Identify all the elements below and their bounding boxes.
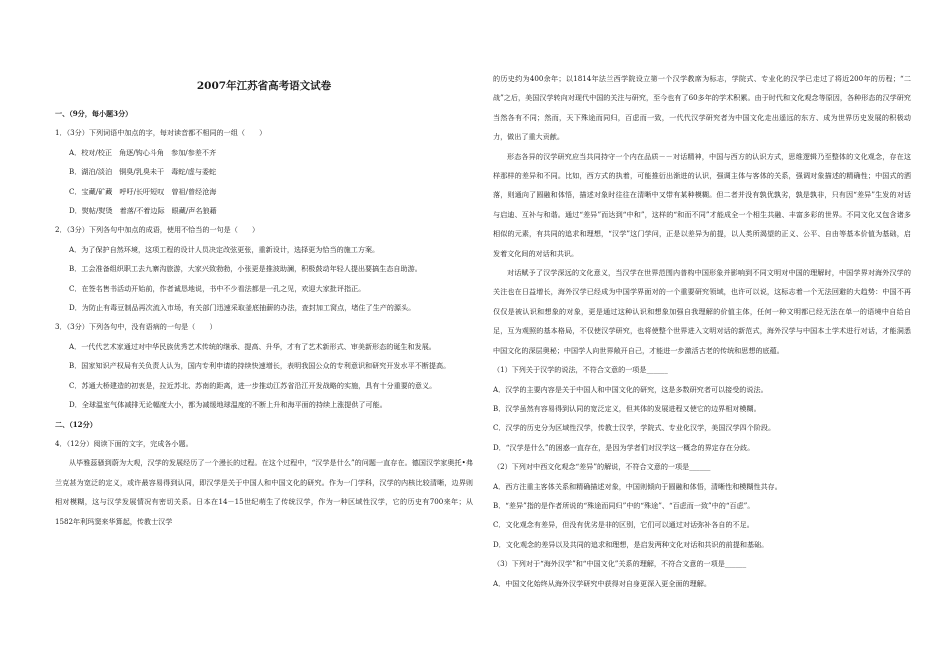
question-1-option-d: D．熨帖/熨烫 着落/不着边际 眼藏/声名狼藉 (69, 206, 217, 216)
exam-title: 2007年江苏省高考语文试卷 (196, 80, 332, 92)
subquestion-3-stem: （3）下列对于“海外汉学”和“中国文化”关系的理解，不符合文意的一项是______ (493, 559, 747, 569)
passage-paragraph-1-start: 从毕雅蕊骚到蔚为大观，汉学的发展经历了一个漫长的过程。在这个过程中，“汉学是什么”的问题一直存在。德国汉学家奥托•弗兰克甚为宽泛的定义，或许最容易得到认同，即汉学是关于中国人和中国文化的研究。作为一门学科，汉学的内核比较清晰，边界则相对模糊，这与汉学发展情况有密切关系。日本在14－15世纪萌生了传统汉学，作为一种区域性汉学，它的历史有700来年；从1582年利玛窦来华算起，传教士汉学 (55, 458, 473, 526)
question-2-option-c: C．在签名售书活动开始前，作者诚恳地说，书中不少看法都是一孔之见，欢迎大家批评指正。 (69, 283, 366, 293)
subquestion-1-stem: （1）下列关于汉学的说法，不符合文意的一项是______ (493, 365, 668, 375)
subquestion-1-option-a: A．汉学的主要内容是关于中国人和中国文化的研究，这是多数研究者可以接受的说法。 (493, 384, 768, 394)
passage-paragraph-1-cont: 的历史约为400余年；以1814年法兰西学院设立第一个汉学教席为标志，学院式、专业化的汉学已走过了将近200年的历程；“二战”之后，美国汉学转向对现代中国的关注与研究，至今也有了60多年的学术积累。由于时代和文化观念等原因，各种形态的汉学研究当然各有不同；然而，天下殊途而同归，百虑而一致，一代代汉学研究者为中国文化走出遥远的东方、成为世界历史发展的积极动力，做出了重大贡献。 (493, 74, 911, 142)
question-4-stem: 4．（12分）阅读下面的文字，完成各小题。 (55, 438, 193, 448)
passage-paragraph-3: 对话赋予了汉学深远的文化意义，当汉学在世界范围内普构中国形象并影响到不同文明对中国的理解时，中国学界对海外汉学的关注也在日益增长，海外汉学已经成为中国学界面对的一个重要研究领域，也许可以说，这标志着一个无法回避的大趋势：中国不再仅仅是被认识和想象的对象，更是通过这种认识和想象加强自我理解的价值主体，任何一种文明都已经无法在单一的语境中自给自足，互为观照的基本格局，不仅使汉学研究，也将使整个世界进入文明对话的新范式，海外汉学与中国本土学术进行对话，才能洞悉中国文化的深层奥秘；中国学人向世界敞开自己，才能进一步激活古老的传统和思想的底蕴。 (493, 268, 911, 355)
question-1-option-a: A．校对/校正 角逐/钩心斗角 参加/参差不齐 (69, 147, 217, 157)
subquestion-3-option-a: A．中国文化始终从海外汉学研究中获得对自身更深入更全面的理解。 (493, 578, 711, 588)
subquestion-2-option-b: B．“差异”指的是作者所说的“殊途而同归”中的“殊途”、“百虑而一致”中的“百虑”。 (493, 500, 755, 510)
section-1-heading: 一、（9分，每小题3分） (55, 109, 133, 118)
question-2-option-b: B．工会准备组织职工去九寨沟旅游，大家兴致勃勃，小张更是推波助澜，积极鼓动年轻人提出要搞生态自助游。 (69, 264, 422, 274)
section-2-heading: 二、（12分） (55, 419, 97, 429)
subquestion-1-option-b: B．汉学虽然有容易得到认同的宽泛定义，但其体的发展进程又使它的边界相对模糊。 (493, 403, 761, 413)
right-column (493, 0, 911, 671)
subquestion-2-stem: （2）下列对中西文化观念“差异”的解说，不符合文意的一项是______ (493, 462, 711, 472)
subquestion-1-option-c: C．汉学的历史分为区域性汉学，传教士汉学，学院式、专业化汉学，美国汉学四个阶段。 (493, 423, 776, 433)
question-2-option-d: D．为防止有毒豆制品再次流入市场，有关部门迅速采取釜底抽薪的办法，查封加工窝点，堵住了生产的源头。 (69, 303, 416, 313)
question-1-option-c: C．宝藏/矿藏 呼吁/长吁短叹 曾祖/曾经沧海 (69, 186, 217, 196)
question-3-option-a: A．一代代艺术家通过对中华民族优秀艺术传统的继承、提高、升华，才有了艺术新形式、审美新形态的诞生和发展。 (69, 341, 436, 351)
question-3-option-c: C．苏通大桥建造的初衷是，拉近苏北、苏南的距离，进一步推动江苏省沿江开发战略的实施，具有十分重要的意义。 (69, 380, 437, 390)
question-3-option-d: D．全球温室气体减排无论幅度大小，都为减缓地球温度的不断上升和海平面的持续上涨提供了可能。 (69, 400, 387, 410)
subquestion-2-option-d: D．文化观念的差异以及共同的追求和理想，是启发两种文化对话和共识的前提和基础。 (493, 539, 769, 549)
left-column (55, 0, 473, 671)
subquestion-2-option-a: A．西方注重主客体关系和精确描述对象，中国则倾向于圆融和体悟，清晰性和模糊性共存。 (493, 481, 782, 491)
subquestion-1-option-d: D．“汉学是什么”的困惑一直存在，是因为学者们对汉学这一概念的界定存在分歧。 (493, 442, 755, 452)
question-1-option-b: B．湖泊/淡泊 铜臭/乳臭未干 毒蛇/虚与委蛇 (69, 167, 217, 177)
question-1-stem: 1．（3分）下列词语中加点的字，每对读音都不相同的一组（ ） (55, 128, 267, 138)
question-3-option-b: B．国家知识产权局有关负责人认为，国内专利申请的持续快速增长，表明我国公众的专利意识和研究开发水平不断提高。 (69, 361, 451, 371)
question-3-stem: 3．（3分）下列各句中，没有语病的一句是（ ） (55, 322, 217, 332)
question-2-option-a: A．为了保护自然环境，这项工程的设计人员决定改弦更张，重新设计，选择更为恰当的施工方案。 (69, 244, 380, 254)
question-2-stem: 2．（3分）下列各句中加点的成语，使用不恰当的一句是（ ） (55, 225, 260, 235)
subquestion-2-option-c: C．文化观念有差异，但没有优劣是非的区别，它们可以通过对话弥补各自的不足。 (493, 520, 754, 530)
passage-paragraph-2: 形态各异的汉学研究应当共同持守一个内在品质－－对话精神，中国与西方的认识方式，思维逻辑乃至整体的文化观念，存在这样那样的差异和不同。比如，西方式的执着，可能推衍出渐进的认识，强调主体与客体的关系，强调对象描述的精确性；中国式的洒落，则通向了圆融和体悟，描述对象时往往在清晰中又带有某种模糊。但二者并没有孰优孰劣，孰是孰非，只有因“差异”生发的对话与启迪、互补与和谐。通过“差异”而达到“中和”，这样的“和而不同”才能成全一个相生共融、丰富多彩的世界。不同文化又包含诸多相似的元素，有共同的追求和理想，“汉学”这门学问，正是以差异为前提，以人类所渴望的正义、公平、自由等基本价值为基础，启发着文化间的对话和共识。 (493, 151, 911, 258)
